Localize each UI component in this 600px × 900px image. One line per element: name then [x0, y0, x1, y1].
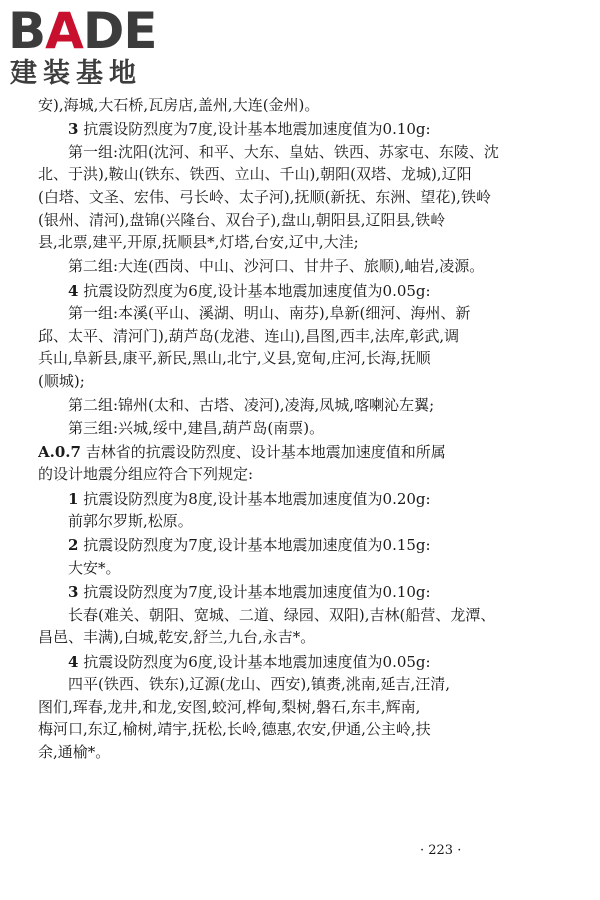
clause-number: 4 — [68, 281, 79, 300]
document-body — [38, 94, 563, 764]
text-line: 第二组:锦州(太和、古塔、凌河),凌海,凤城,喀喇沁左翼; — [68, 396, 435, 415]
text-line: 长春(难关、朝阳、宽城、二道、绿园、双阳),吉林(船营、龙潭、 — [68, 605, 496, 624]
clause-text: 抗震设防烈度为7度,设计基本地震加速度值为0.15g: — [78, 536, 431, 555]
text-line: 兵山,阜新县,康平,新民,黑山,北宁,义县,宽甸,庄河,长海,抚顺 — [38, 349, 431, 368]
clause-item — [38, 651, 563, 674]
text-line: 余,通榆*。 — [38, 742, 111, 761]
logo-letter-b: B — [8, 2, 46, 60]
clause-text: 抗震设防烈度为6度,设计基本地震加速度值为0.05g: — [78, 281, 431, 300]
logo-letter-a: A — [45, 2, 83, 60]
clause-item — [38, 534, 563, 557]
text-line: 邱、太平、清河门),葫芦岛(龙港、连山),昌图,西丰,法库,彰武,调 — [38, 326, 460, 345]
section-number: A.0.7 — [38, 442, 81, 461]
logo-wordmark — [8, 4, 157, 58]
logo-subtitle: 建装基地 — [10, 58, 142, 89]
clause-item — [38, 280, 563, 303]
clause-number: 1 — [68, 489, 79, 508]
text-line: (白塔、文圣、宏伟、弓长岭、太子河),抚顺(新抚、东洲、望花),铁岭 — [38, 187, 491, 206]
bade-logo — [8, 4, 178, 92]
text-line: 的设计地震分组应符合下列规定: — [38, 465, 254, 484]
clause-number: 3 — [68, 120, 79, 139]
text-line: 第一组:本溪(平山、溪湖、明山、南芬),阜新(细河、海州、新 — [68, 304, 471, 323]
text-line: 梅河口,东辽,榆树,靖宇,抚松,长岭,德惠,农安,伊通,公主岭,扶 — [38, 720, 431, 739]
text-line: 第二组:大连(西岗、中山、沙河口、甘井子、旅顺),岫岩,凌源。 — [68, 257, 485, 276]
text-line: 第一组:沈阳(沈河、和平、大东、皇姑、铁西、苏家屯、东陵、沈 — [68, 142, 499, 161]
logo-letters-de: DE — [82, 2, 157, 60]
clause-text: 抗震设防烈度为7度,设计基本地震加速度值为0.10g: — [78, 583, 431, 602]
clause-text: 抗震设防烈度为8度,设计基本地震加速度值为0.20g: — [78, 489, 431, 508]
page-number: · 223 · — [420, 843, 462, 858]
clause-text: 抗震设防烈度为6度,设计基本地震加速度值为0.05g: — [78, 652, 431, 671]
text-line: 前郭尔罗斯,松原。 — [68, 512, 193, 531]
text-line: 昌邑、丰满),白城,乾安,舒兰,九台,永吉*。 — [38, 628, 316, 647]
text-line: 图们,珲春,龙井,和龙,安图,蛟河,桦甸,梨树,磐石,东丰,辉南, — [38, 697, 421, 716]
text-line: 县,北票,建平,开原,抚顺县*,灯塔,台安,辽中,大洼; — [38, 233, 359, 252]
clause-item — [38, 581, 563, 604]
text-line: (顺城); — [38, 371, 85, 390]
text-line: (银州、清河),盘锦(兴隆台、双台子),盘山,朝阳县,辽阳县,铁岭 — [38, 210, 446, 229]
section-heading — [38, 441, 563, 464]
text-line: 第三组:兴城,绥中,建昌,葫芦岛(南票)。 — [68, 418, 325, 437]
text-line: 大安*。 — [68, 559, 121, 578]
clause-number: 4 — [68, 652, 79, 671]
clause-item — [38, 118, 563, 141]
text-line: 安),海城,大石桥,瓦房店,盖州,大连(金州)。 — [38, 96, 320, 114]
text-line: 四平(铁西、铁东),辽源(龙山、西安),镇赉,洮南,延吉,汪清, — [68, 675, 451, 694]
clause-number: 2 — [68, 536, 79, 555]
text-line: 北、于洪),鞍山(铁东、铁西、立山、千山),朝阳(双塔、龙城),辽阳 — [38, 165, 472, 184]
clause-number: 3 — [68, 583, 79, 602]
clause-text: 抗震设防烈度为7度,设计基本地震加速度值为0.10g: — [78, 120, 431, 139]
clause-item — [38, 488, 563, 511]
section-text: 吉林省的抗震设防烈度、设计基本地震加速度值和所属 — [80, 442, 446, 461]
